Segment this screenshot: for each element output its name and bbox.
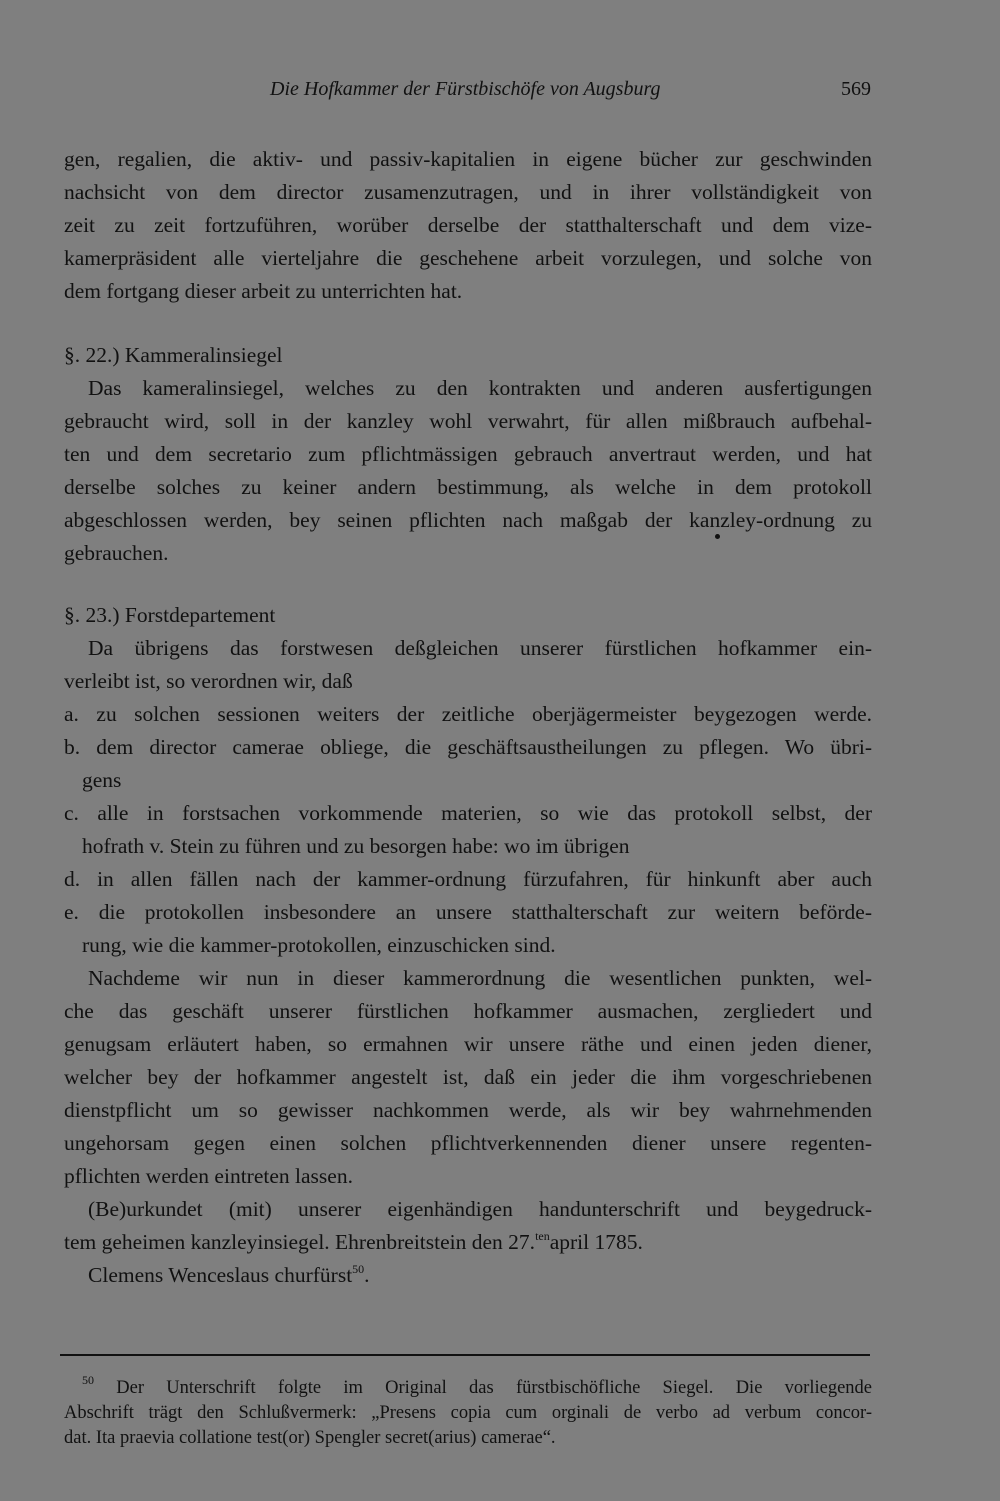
footnote-reference: 50 <box>352 1262 365 1276</box>
date-line <box>64 1226 872 1259</box>
text-line: ungehorsam gegen einen solchen pflichtverkennenden diener unsere regenten- <box>64 1131 872 1155</box>
footnote-line: Abschrift trägt den Schlußvermerk: „Presens copia cum orginali de verbo ad verbum concor- <box>64 1403 872 1423</box>
text-line: welcher bey der hofkammer angestelt ist, daß ein jeder die ihm vorgeschriebenen <box>64 1065 872 1089</box>
text-line: dienstpflicht um so gewisser nachkommen werde, als wir bey wahrnehmenden <box>64 1098 872 1122</box>
running-title: Die Hofkammer der Fürstbischöfe von Augsburg <box>270 78 661 100</box>
footnote-line <box>82 1373 872 1401</box>
text-line: pflichten werden eintreten lassen. <box>64 1164 353 1188</box>
list-item: e. die protokollen insbesondere an unsere statthalterschaft zur weitern beförde- <box>64 900 872 924</box>
text-line: ten und dem secretario zum pflichtmässigen gebrauch anvertraut werden, und hat <box>64 442 872 466</box>
text-line: gen, regalien, die aktiv- und passiv-kapitalien in eigene bücher zur geschwinden <box>64 147 872 171</box>
date-superscript: ten <box>535 1229 550 1243</box>
list-item: b. dem director camerae obliege, die geschäftsaustheilungen zu pflegen. Wo übri- <box>64 735 872 759</box>
text-line: verleibt ist, so verordnen wir, daß <box>64 669 353 693</box>
list-item-continuation: rung, wie die kammer-protokollen, einzuschicken sind. <box>82 933 556 957</box>
footnote-line: dat. Ita praevia collatione test(or) Spengler secret(arius) camerae“. <box>64 1428 556 1448</box>
list-item-continuation: gens <box>82 768 122 792</box>
text-line: gebrauchen. <box>64 541 169 565</box>
date-text: tem geheimen kanzleyinsiegel. Ehrenbreitstein den 27. <box>64 1230 536 1254</box>
footnote-rule <box>60 1354 870 1356</box>
text-line: gebraucht wird, soll in der kanzley wohl verwahrt, für allen mißbrauch aufbehal- <box>64 409 872 433</box>
text-line: zeit zu zeit fortzuführen, worüber derselbe der statthalterschaft und dem vize- <box>64 213 872 237</box>
text-line: Das kameralinsiegel, welches zu den kontrakten und anderen ausfertigungen <box>88 376 872 400</box>
text-line: (Be)urkundet (mit) unserer eigenhändigen handunterschrift und beygedruck- <box>88 1197 872 1221</box>
text-line: dem fortgang dieser arbeit zu unterrichten hat. <box>64 279 463 303</box>
text-line: che das geschäft unserer fürstlichen hofkammer ausmachen, zergliedert und <box>64 999 872 1023</box>
text-line: abgeschlossen werden, bey seinen pflichten nach maßgab der kanzley-ordnung zu <box>64 508 872 532</box>
section-heading: §. 22.) Kammeralinsiegel <box>64 343 283 367</box>
footnote-text: Der Unterschrift folgte im Original das fürstbischöfliche Siegel. Die vorliegende <box>94 1378 872 1398</box>
list-item: c. alle in forstsachen vorkommende materien, so wie das protokoll selbst, der <box>64 801 872 825</box>
text-line: nachsicht von dem director zusamenzutragen, und in ihrer vollständigkeit von <box>64 180 872 204</box>
section-heading: §. 23.) Forstdepartement <box>64 603 276 627</box>
text-line: derselbe solches zu keiner andern bestimmung, als welche in dem protokoll <box>64 475 872 499</box>
list-item: d. in allen fällen nach der kammer-ordnung fürzufahren, für hinkunft aber auch <box>64 867 872 891</box>
text-line: Da übrigens das forstwesen deßgleichen unserer fürstlichen hofkammer ein- <box>88 636 872 660</box>
signature-text: Clemens Wenceslaus churfürst <box>88 1263 353 1287</box>
running-header <box>0 78 1000 108</box>
list-item-continuation: hofrath v. Stein zu führen und zu besorgen habe: wo im übrigen <box>82 834 630 858</box>
text-line: genugsam erläutert haben, so ermahnen wir unsere räthe und einen jeden diener, <box>64 1032 872 1056</box>
signature-end: . <box>364 1263 370 1287</box>
date-rest: april 1785. <box>549 1230 643 1254</box>
ink-speck <box>715 534 720 539</box>
page-number: 569 <box>841 78 871 100</box>
list-item: a. zu solchen sessionen weiters der zeitliche oberjägermeister beygezogen werde. <box>64 702 872 726</box>
signature-line <box>88 1259 872 1292</box>
footnote-number: 50 <box>82 1373 94 1387</box>
text-line: kamerpräsident alle vierteljahre die geschehene arbeit vorzulegen, und solche von <box>64 246 872 270</box>
text-line: Nachdeme wir nun in dieser kammerordnung die wesentlichen punkten, wel- <box>88 966 872 990</box>
